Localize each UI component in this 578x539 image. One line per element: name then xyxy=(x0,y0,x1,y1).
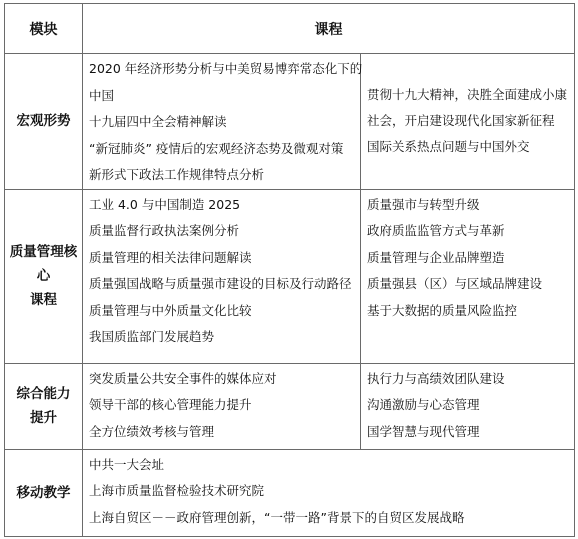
module-cell xyxy=(5,54,83,190)
module-cell xyxy=(5,363,83,449)
course-list-full xyxy=(83,449,575,536)
table-header-row xyxy=(5,4,575,54)
module-label: 综合能力 xyxy=(16,386,71,402)
course-item: 新形式下政法工作规律特点分析 xyxy=(89,167,265,182)
course-item: 政府质监监管方式与革新 xyxy=(367,223,505,238)
course-item: 我国质监部门发展趋势 xyxy=(89,329,215,344)
table-row xyxy=(5,449,575,536)
table-row xyxy=(5,54,575,190)
course-item: 国学智慧与现代管理 xyxy=(367,423,480,439)
module-cell xyxy=(5,449,83,536)
course-item: 基于大数据的质量风险监控 xyxy=(367,302,518,318)
course-item: 2020 年经济形势分析与中美贸易博弈常态化下的 xyxy=(89,61,363,76)
module-label: 质量管理核心 xyxy=(9,244,78,284)
course-list-left xyxy=(83,54,361,190)
course-item: 全方位绩效考核与管理 xyxy=(89,423,215,439)
module-label: 移动教学 xyxy=(16,484,71,501)
course-list-left xyxy=(83,189,361,363)
table-row xyxy=(5,363,575,449)
course-list-right xyxy=(361,363,575,449)
course-item: “新冠肺炎” 疫情后的宏观经济态势及微观对策 xyxy=(89,140,344,156)
module-label: 提升 xyxy=(30,410,57,426)
course-item: 社会，开启建设现代化国家新征程 xyxy=(367,113,555,129)
course-item: 质量监督行政执法案例分析 xyxy=(89,223,240,238)
module-column-header: 模块 xyxy=(5,4,83,54)
course-list-right xyxy=(361,189,575,363)
course-item: 贯彻十九大精神，决胜全面建成小康 xyxy=(367,87,568,103)
course-item: 执行力与高绩效团队建设 xyxy=(367,370,505,386)
course-item: 中共一大会址 xyxy=(89,456,165,472)
module-cell xyxy=(5,189,83,363)
course-item: 十九届四中全会精神解读 xyxy=(89,114,227,129)
course-item: 上海自贸区－－政府管理创新，“一带一路”背景下的自贸区发展战略 xyxy=(89,509,465,525)
course-list-left xyxy=(83,363,361,449)
course-item: 质量强市与转型升级 xyxy=(367,196,480,212)
course-list-right xyxy=(361,54,575,190)
course-item: 质量管理与中外质量文化比较 xyxy=(89,302,252,318)
curriculum-table xyxy=(4,3,575,537)
course-item: 沟通激励与心态管理 xyxy=(367,397,480,412)
module-label: 课程 xyxy=(30,292,57,308)
course-item: 上海市质量监督检验技术研究院 xyxy=(89,483,265,498)
course-item: 突发质量公共安全事件的媒体应对 xyxy=(89,370,277,386)
course-item: 领导干部的核心管理能力提升 xyxy=(89,397,252,412)
table-row xyxy=(5,189,575,363)
course-item: 质量强县（区）与区域品牌建设 xyxy=(367,276,543,291)
course-item: 工业 4.0 与中国制造 2025 xyxy=(89,196,241,212)
course-item: 质量管理与企业品牌塑造 xyxy=(367,249,505,265)
course-item: 质量管理的相关法律问题解读 xyxy=(89,249,252,265)
module-label: 宏观形势 xyxy=(16,113,71,130)
course-column-header: 课程 xyxy=(83,4,575,54)
course-item: 质量强国战略与质量强市建设的目标及行动路径 xyxy=(89,276,352,291)
course-item: 中国 xyxy=(89,87,115,103)
course-item: 国际关系热点问题与中国外交 xyxy=(367,139,530,155)
